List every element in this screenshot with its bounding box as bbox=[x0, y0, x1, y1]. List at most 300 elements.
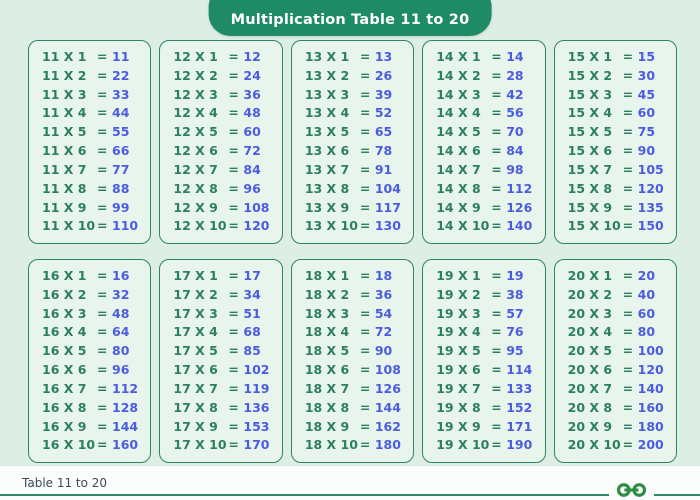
equation-expression: 17 X 1 bbox=[173, 268, 218, 283]
equation-expression: 17 X 10 bbox=[173, 437, 227, 453]
equation-expression: 13 X 5 bbox=[304, 124, 350, 140]
equation-row bbox=[436, 270, 538, 283]
equals-sign: = bbox=[228, 380, 239, 396]
equation-row bbox=[436, 145, 538, 158]
equation-row bbox=[173, 199, 275, 215]
equation-expression: 14 X 1 bbox=[436, 49, 481, 64]
equation-result: 91 bbox=[374, 161, 393, 177]
equation-result: 102 bbox=[243, 362, 270, 378]
equation-expression: 11 X 4 bbox=[42, 105, 87, 121]
equation-row bbox=[436, 364, 538, 377]
equation-expression: 19 X 6 bbox=[436, 362, 481, 378]
equation-expression: 16 X 7 bbox=[42, 380, 87, 396]
equation-expression: 14 X 6 bbox=[436, 143, 481, 159]
equation-expression: 15 X 2 bbox=[567, 67, 613, 83]
equation-result: 170 bbox=[243, 437, 270, 453]
equals-sign: = bbox=[359, 305, 371, 321]
equation-expression: 19 X 7 bbox=[436, 380, 481, 396]
equation-expression: 19 X 2 bbox=[436, 286, 481, 302]
equation-expression: 13 X 8 bbox=[304, 180, 350, 196]
equation-expression: 15 X 4 bbox=[567, 105, 613, 121]
equals-sign: = bbox=[97, 418, 108, 434]
equals-sign: = bbox=[97, 399, 108, 415]
equation-result: 76 bbox=[506, 324, 524, 340]
multiplication-table-card-19 bbox=[422, 259, 545, 463]
equation-result: 40 bbox=[637, 286, 656, 302]
equation-result: 110 bbox=[112, 218, 139, 234]
equals-sign: = bbox=[622, 268, 634, 283]
equation-expression: 16 X 5 bbox=[42, 343, 87, 359]
equation-result: 96 bbox=[112, 362, 130, 378]
equation-result: 136 bbox=[243, 399, 270, 415]
equation-expression: 16 X 3 bbox=[42, 305, 87, 321]
equation-expression: 20 X 7 bbox=[567, 380, 613, 396]
equals-sign: = bbox=[228, 124, 239, 140]
equation-expression: 11 X 2 bbox=[42, 67, 87, 83]
equation-expression: 14 X 10 bbox=[436, 218, 490, 234]
equation-expression: 19 X 5 bbox=[436, 343, 481, 359]
equation-row bbox=[173, 67, 275, 83]
equation-row bbox=[568, 145, 670, 158]
equation-row bbox=[436, 326, 538, 339]
equation-result: 130 bbox=[374, 218, 401, 234]
equation-expression: 14 X 7 bbox=[436, 161, 481, 177]
equation-row bbox=[436, 67, 538, 83]
equals-sign: = bbox=[622, 49, 634, 64]
equation-result: 180 bbox=[374, 437, 401, 453]
equation-row bbox=[173, 305, 275, 321]
equation-row bbox=[568, 364, 670, 377]
equation-result: 96 bbox=[243, 180, 261, 196]
multiplication-table-card-14 bbox=[422, 40, 545, 244]
equals-sign: = bbox=[97, 180, 108, 196]
equals-sign: = bbox=[491, 143, 502, 159]
equation-result: 60 bbox=[637, 305, 656, 321]
equation-row bbox=[436, 180, 538, 196]
equation-result: 55 bbox=[112, 124, 130, 140]
equation-expression: 20 X 9 bbox=[567, 418, 613, 434]
multiplication-table-card-18 bbox=[291, 259, 414, 463]
equation-expression: 19 X 8 bbox=[436, 399, 481, 415]
equals-sign: = bbox=[622, 437, 634, 453]
equation-expression: 15 X 7 bbox=[567, 161, 613, 177]
equals-sign: = bbox=[228, 199, 239, 215]
equation-result: 72 bbox=[374, 324, 393, 340]
equation-row bbox=[436, 51, 538, 64]
equation-row bbox=[436, 126, 538, 139]
equation-row bbox=[436, 305, 538, 321]
equation-row bbox=[42, 380, 144, 396]
equation-result: 75 bbox=[637, 124, 656, 140]
equals-sign: = bbox=[359, 199, 371, 215]
equation-row bbox=[173, 286, 275, 302]
equals-sign: = bbox=[359, 67, 371, 83]
equals-sign: = bbox=[228, 86, 239, 102]
equation-row bbox=[42, 145, 144, 158]
equation-expression: 12 X 1 bbox=[173, 49, 218, 64]
equation-row bbox=[568, 439, 670, 452]
equation-row bbox=[304, 286, 407, 302]
equation-expression: 20 X 6 bbox=[567, 362, 613, 378]
equals-sign: = bbox=[622, 199, 634, 215]
equals-sign: = bbox=[359, 286, 371, 302]
equals-sign: = bbox=[491, 124, 502, 140]
equation-row bbox=[42, 399, 144, 415]
equation-result: 13 bbox=[374, 49, 393, 64]
equals-sign: = bbox=[359, 86, 371, 102]
equals-sign: = bbox=[622, 143, 634, 159]
equals-sign: = bbox=[97, 105, 108, 121]
equation-row bbox=[567, 199, 670, 215]
equation-result: 26 bbox=[374, 67, 393, 83]
equation-row bbox=[173, 126, 275, 139]
equals-sign: = bbox=[359, 105, 371, 121]
equation-expression: 18 X 4 bbox=[304, 324, 350, 340]
equation-expression: 15 X 8 bbox=[567, 180, 613, 196]
equation-row bbox=[173, 180, 275, 196]
equation-result: 70 bbox=[506, 124, 524, 140]
equals-sign: = bbox=[228, 105, 239, 121]
equation-expression: 18 X 1 bbox=[304, 268, 350, 283]
equals-sign: = bbox=[97, 143, 108, 159]
equation-expression: 18 X 5 bbox=[304, 343, 350, 359]
equation-result: 105 bbox=[637, 161, 664, 177]
equals-sign: = bbox=[97, 268, 108, 283]
equation-expression: 13 X 1 bbox=[304, 49, 350, 64]
equals-sign: = bbox=[622, 399, 634, 415]
equals-sign: = bbox=[491, 86, 502, 102]
equals-sign: = bbox=[228, 399, 239, 415]
equation-row bbox=[305, 51, 407, 64]
equals-sign: = bbox=[97, 86, 108, 102]
equals-sign: = bbox=[228, 180, 239, 196]
equation-expression: 12 X 3 bbox=[173, 86, 218, 102]
equation-result: 60 bbox=[243, 124, 261, 140]
equation-row bbox=[304, 161, 407, 177]
equation-row bbox=[42, 305, 144, 321]
equation-result: 100 bbox=[637, 343, 664, 359]
multiplication-table-card-13 bbox=[291, 40, 414, 244]
equals-sign: = bbox=[491, 362, 502, 378]
equation-expression: 12 X 7 bbox=[173, 161, 218, 177]
equation-result: 90 bbox=[637, 143, 656, 159]
equals-sign: = bbox=[622, 418, 634, 434]
equation-result: 22 bbox=[112, 67, 130, 83]
equation-row bbox=[42, 180, 144, 196]
equation-result: 38 bbox=[506, 286, 524, 302]
equation-expression: 12 X 4 bbox=[173, 105, 218, 121]
equation-result: 119 bbox=[243, 380, 270, 396]
equation-expression: 11 X 1 bbox=[42, 49, 87, 64]
equation-row bbox=[436, 399, 538, 415]
equation-result: 51 bbox=[243, 305, 261, 321]
equation-row bbox=[568, 220, 670, 233]
equation-row bbox=[436, 418, 538, 434]
equation-expression: 15 X 9 bbox=[567, 199, 613, 215]
equation-result: 36 bbox=[243, 86, 261, 102]
equation-row bbox=[568, 270, 670, 283]
equation-expression: 14 X 2 bbox=[436, 67, 481, 83]
equals-sign: = bbox=[622, 67, 634, 83]
equation-result: 54 bbox=[374, 305, 393, 321]
equals-sign: = bbox=[491, 343, 502, 359]
equals-sign: = bbox=[359, 218, 371, 234]
equals-sign: = bbox=[359, 399, 371, 415]
equation-expression: 15 X 6 bbox=[567, 143, 613, 159]
equals-sign: = bbox=[97, 49, 108, 64]
geeksforgeeks-logo-icon bbox=[609, 481, 654, 499]
equation-expression: 13 X 4 bbox=[304, 105, 350, 121]
equation-expression: 16 X 10 bbox=[42, 437, 96, 453]
equation-row bbox=[567, 67, 670, 83]
equation-row bbox=[42, 326, 144, 339]
equation-row bbox=[568, 107, 670, 120]
equals-sign: = bbox=[359, 161, 371, 177]
equation-result: 44 bbox=[112, 105, 130, 121]
equation-row bbox=[42, 418, 144, 434]
equation-result: 153 bbox=[243, 418, 270, 434]
equation-result: 15 bbox=[637, 49, 656, 64]
equation-row bbox=[568, 126, 670, 139]
equals-sign: = bbox=[359, 180, 371, 196]
multiplication-table-card-12 bbox=[159, 40, 282, 244]
equation-row bbox=[436, 86, 538, 102]
equation-expression: 18 X 2 bbox=[304, 286, 350, 302]
equation-result: 98 bbox=[506, 161, 524, 177]
equation-row bbox=[567, 180, 670, 196]
equals-sign: = bbox=[622, 362, 634, 378]
equation-row bbox=[305, 364, 407, 377]
equation-row bbox=[173, 220, 275, 233]
equation-expression: 12 X 2 bbox=[173, 67, 218, 83]
equation-row bbox=[173, 345, 275, 358]
multiplication-table-card-11 bbox=[28, 40, 151, 244]
equation-expression: 20 X 2 bbox=[567, 286, 613, 302]
equals-sign: = bbox=[359, 124, 371, 140]
equals-sign: = bbox=[359, 362, 371, 378]
equals-sign: = bbox=[359, 418, 371, 434]
equals-sign: = bbox=[491, 305, 502, 321]
equals-sign: = bbox=[97, 343, 108, 359]
equation-row bbox=[436, 199, 538, 215]
equation-result: 64 bbox=[112, 324, 130, 340]
equation-result: 80 bbox=[112, 343, 130, 359]
equation-expression: 18 X 9 bbox=[304, 418, 350, 434]
equation-result: 128 bbox=[112, 399, 139, 415]
equation-row bbox=[567, 399, 670, 415]
equation-result: 12 bbox=[243, 49, 261, 64]
equation-row bbox=[42, 51, 144, 64]
equals-sign: = bbox=[491, 399, 502, 415]
equation-expression: 11 X 8 bbox=[42, 180, 87, 196]
equation-expression: 19 X 10 bbox=[436, 437, 490, 453]
equation-result: 45 bbox=[637, 86, 656, 102]
equals-sign: = bbox=[622, 105, 634, 121]
equation-result: 11 bbox=[112, 49, 130, 64]
equation-row bbox=[173, 380, 275, 396]
equals-sign: = bbox=[97, 161, 108, 177]
equation-row bbox=[304, 86, 407, 102]
equation-expression: 14 X 3 bbox=[436, 86, 481, 102]
equals-sign: = bbox=[622, 161, 634, 177]
equation-result: 28 bbox=[506, 67, 524, 83]
equation-row bbox=[173, 107, 275, 120]
equation-row bbox=[436, 345, 538, 358]
equals-sign: = bbox=[228, 286, 239, 302]
equation-expression: 14 X 9 bbox=[436, 199, 481, 215]
equals-sign: = bbox=[228, 218, 239, 234]
title-banner bbox=[209, 0, 492, 36]
equation-row bbox=[173, 418, 275, 434]
equals-sign: = bbox=[622, 343, 634, 359]
equals-sign: = bbox=[97, 199, 108, 215]
equation-result: 80 bbox=[637, 324, 656, 340]
equation-result: 117 bbox=[374, 199, 401, 215]
equation-result: 24 bbox=[243, 67, 261, 83]
equation-row bbox=[305, 126, 407, 139]
equation-expression: 15 X 1 bbox=[567, 49, 613, 64]
equation-expression: 16 X 4 bbox=[42, 324, 87, 340]
equals-sign: = bbox=[359, 268, 371, 283]
multiplication-table-card-17 bbox=[159, 259, 282, 463]
equation-row bbox=[305, 145, 407, 158]
equation-result: 65 bbox=[374, 124, 393, 140]
equation-row bbox=[567, 286, 670, 302]
equation-expression: 17 X 3 bbox=[173, 305, 218, 321]
equation-result: 36 bbox=[374, 286, 393, 302]
equation-result: 84 bbox=[243, 161, 261, 177]
equals-sign: = bbox=[97, 286, 108, 302]
equation-expression: 16 X 1 bbox=[42, 268, 87, 283]
equation-row bbox=[567, 86, 670, 102]
equation-result: 95 bbox=[506, 343, 524, 359]
equation-result: 32 bbox=[112, 286, 130, 302]
equation-row bbox=[305, 326, 407, 339]
equation-row bbox=[173, 86, 275, 102]
equation-row bbox=[567, 305, 670, 321]
equation-expression: 17 X 2 bbox=[173, 286, 218, 302]
equals-sign: = bbox=[491, 180, 502, 196]
equals-sign: = bbox=[97, 305, 108, 321]
equals-sign: = bbox=[491, 380, 502, 396]
equation-result: 133 bbox=[506, 380, 533, 396]
equals-sign: = bbox=[228, 324, 239, 340]
equation-result: 200 bbox=[637, 437, 664, 453]
footer-divider bbox=[0, 494, 700, 496]
equation-result: 19 bbox=[506, 268, 524, 283]
equation-result: 180 bbox=[637, 418, 664, 434]
equation-expression: 11 X 6 bbox=[42, 143, 87, 159]
equation-expression: 12 X 9 bbox=[173, 199, 218, 215]
equation-result: 120 bbox=[243, 218, 270, 234]
equals-sign: = bbox=[97, 218, 108, 234]
tables-grid bbox=[28, 40, 677, 463]
equation-expression: 18 X 10 bbox=[304, 437, 358, 453]
equation-expression: 18 X 3 bbox=[304, 305, 350, 321]
equation-result: 152 bbox=[506, 399, 533, 415]
tables-grid-row-2 bbox=[28, 259, 677, 463]
equals-sign: = bbox=[622, 286, 634, 302]
equation-expression: 20 X 4 bbox=[567, 324, 613, 340]
equation-result: 42 bbox=[506, 86, 524, 102]
equation-row bbox=[304, 305, 407, 321]
equation-row bbox=[173, 161, 275, 177]
equation-expression: 17 X 9 bbox=[173, 418, 218, 434]
equation-result: 68 bbox=[243, 324, 261, 340]
equation-result: 190 bbox=[506, 437, 533, 453]
equation-expression: 11 X 5 bbox=[42, 124, 87, 140]
equals-sign: = bbox=[622, 124, 634, 140]
equals-sign: = bbox=[491, 286, 502, 302]
equation-result: 39 bbox=[374, 86, 393, 102]
equation-expression: 15 X 3 bbox=[567, 86, 613, 102]
equals-sign: = bbox=[622, 180, 634, 196]
equation-row bbox=[42, 126, 144, 139]
equals-sign: = bbox=[228, 437, 239, 453]
equation-result: 17 bbox=[243, 268, 261, 283]
equation-row bbox=[304, 418, 407, 434]
equation-row bbox=[173, 51, 275, 64]
equation-expression: 12 X 8 bbox=[173, 180, 218, 196]
equals-sign: = bbox=[491, 161, 502, 177]
equation-result: 160 bbox=[637, 399, 664, 415]
equation-expression: 17 X 5 bbox=[173, 343, 218, 359]
equation-row bbox=[304, 380, 407, 396]
equation-result: 126 bbox=[506, 199, 533, 215]
tables-grid-row-1 bbox=[28, 40, 677, 244]
equation-row bbox=[305, 220, 407, 233]
equation-row bbox=[42, 220, 144, 233]
equation-expression: 20 X 3 bbox=[567, 305, 613, 321]
equals-sign: = bbox=[622, 324, 634, 340]
equation-row bbox=[173, 399, 275, 415]
equation-expression: 15 X 5 bbox=[567, 124, 613, 140]
equation-row bbox=[567, 380, 670, 396]
equals-sign: = bbox=[622, 218, 634, 234]
equation-result: 78 bbox=[374, 143, 393, 159]
equation-result: 52 bbox=[374, 105, 393, 121]
equation-result: 57 bbox=[506, 305, 524, 321]
equation-result: 90 bbox=[374, 343, 393, 359]
equation-result: 162 bbox=[374, 418, 401, 434]
equation-row bbox=[173, 270, 275, 283]
equation-row bbox=[436, 380, 538, 396]
equation-expression: 16 X 9 bbox=[42, 418, 87, 434]
equation-expression: 18 X 8 bbox=[304, 399, 350, 415]
equation-result: 112 bbox=[112, 380, 139, 396]
equation-row bbox=[42, 67, 144, 83]
equation-row bbox=[568, 326, 670, 339]
equation-result: 85 bbox=[243, 343, 261, 359]
equation-expression: 14 X 8 bbox=[436, 180, 481, 196]
equation-result: 114 bbox=[506, 362, 533, 378]
equation-expression: 17 X 4 bbox=[173, 324, 218, 340]
multiplication-table-card-20 bbox=[554, 259, 677, 463]
equation-row bbox=[305, 107, 407, 120]
equation-row bbox=[173, 364, 275, 377]
equation-result: 171 bbox=[506, 418, 533, 434]
equation-expression: 13 X 7 bbox=[304, 161, 350, 177]
equals-sign: = bbox=[228, 305, 239, 321]
equals-sign: = bbox=[491, 105, 502, 121]
equation-row bbox=[567, 161, 670, 177]
equation-row bbox=[436, 439, 538, 452]
equation-expression: 12 X 10 bbox=[173, 218, 227, 234]
equation-result: 34 bbox=[243, 286, 261, 302]
equation-expression: 19 X 9 bbox=[436, 418, 481, 434]
equation-result: 112 bbox=[506, 180, 533, 196]
equation-result: 56 bbox=[506, 105, 524, 121]
